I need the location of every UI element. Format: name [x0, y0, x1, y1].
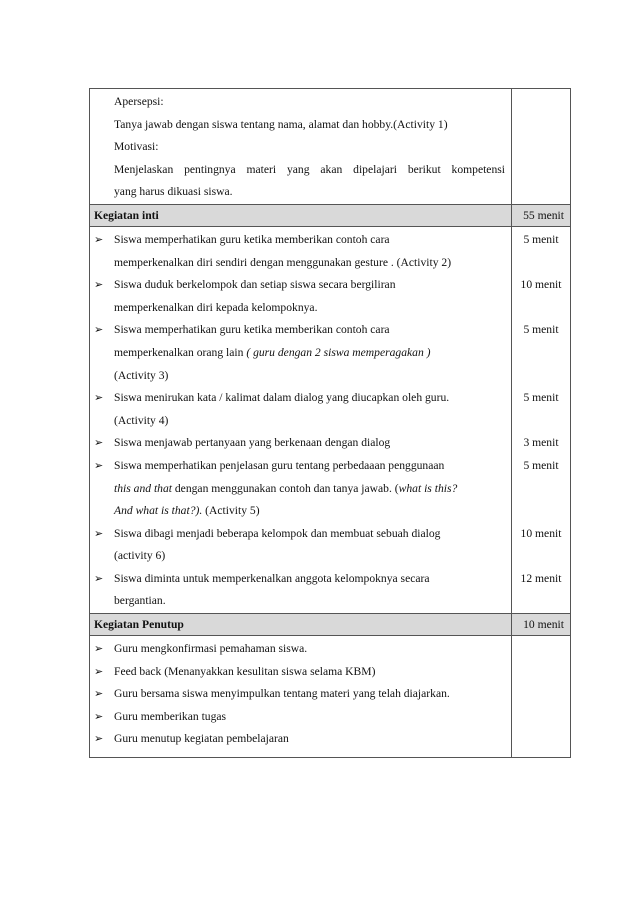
activity-time: 5 menit	[523, 458, 559, 472]
list-item-cont: (Activity 3)	[114, 368, 169, 382]
inti-content-row	[90, 226, 571, 613]
list-item: ➢ Siswa duduk berkelompok dan setiap siswa secara bergiliran	[90, 274, 511, 297]
list-item: ➢ Siswa memperhatikan penjelasan guru tentang perbedaaan penggunaan	[90, 455, 511, 478]
bullet-arrow-icon: ➢	[94, 665, 104, 678]
penutup-time-cell	[512, 636, 571, 758]
list-item: ➢ Guru mengkonfirmasi pemahaman siswa.	[90, 638, 511, 661]
activity-time: 3 menit	[523, 436, 559, 450]
bullet-arrow-icon: ➢	[94, 324, 104, 337]
intro-row	[90, 89, 571, 205]
intro-cell	[90, 89, 512, 205]
penutup-label: Kegiatan Penutup	[90, 614, 512, 636]
list-item: ➢ Siswa menjawab pertanyaan yang berkenaan dengan dialog	[90, 432, 511, 455]
inti-label: Kegiatan inti	[90, 204, 512, 226]
bullet-arrow-icon: ➢	[94, 392, 104, 405]
list-item: ➢ Feed back (Menanyakkan kesulitan siswa selama KBM)	[90, 661, 511, 684]
bullet-arrow-icon: ➢	[94, 643, 104, 656]
bullet-arrow-icon: ➢	[94, 527, 104, 540]
activity-time: 10 menit	[520, 526, 562, 540]
bullet-arrow-icon: ➢	[94, 733, 104, 746]
list-item: ➢ Siswa memperhatikan guru ketika memberikan contoh cara	[90, 229, 511, 252]
list-item: ➢ Guru memberikan tugas	[90, 706, 511, 729]
list-item-cont: memperkenalkan orang lain ( guru dengan 2 siswa memperagakan )	[114, 345, 431, 359]
bullet-arrow-icon: ➢	[94, 459, 104, 472]
motivasi-text-2: yang harus dikuasi siswa.	[114, 185, 233, 199]
list-item: ➢ Siswa memperhatikan guru ketika memberikan contoh cara	[90, 319, 511, 342]
apersepsi-text: Tanya jawab dengan siswa tentang nama, alamat dan hobby.(Activity 1)	[114, 117, 448, 131]
inti-header-row	[90, 204, 571, 226]
lesson-plan-table	[89, 88, 571, 758]
list-item-cont: memperkenalkan diri kepada kelompoknya.	[114, 300, 318, 314]
intro-time-cell	[512, 89, 571, 205]
bullet-arrow-icon: ➢	[94, 233, 104, 246]
bullet-arrow-icon: ➢	[94, 710, 104, 723]
activity-time: 5 menit	[523, 391, 559, 405]
list-item: ➢ Guru bersama siswa menyimpulkan tentang materi yang telah diajarkan.	[90, 683, 511, 706]
list-item-cont: this and that dengan menggunakan contoh dan tanya jawab. (what is this?	[114, 481, 458, 495]
motivasi-heading: Motivasi:	[114, 140, 159, 154]
penutup-duration: 10 menit	[512, 614, 571, 636]
list-item: ➢ Guru menutup kegiatan pembelajaran	[90, 728, 511, 751]
list-item: ➢ Siswa diminta untuk memperkenalkan anggota kelompoknya secara	[90, 568, 511, 591]
penutup-activities-cell	[90, 636, 512, 758]
apersepsi-heading: Apersepsi:	[114, 95, 164, 108]
motivasi-text-1: Menjelaskan pentingnya materi yang akan dipelajari berikut kompetensi	[114, 162, 505, 176]
list-item-cont: memperkenalkan diri sendiri dengan menggunakan gesture . (Activity 2)	[114, 255, 452, 269]
bullet-arrow-icon: ➢	[94, 688, 104, 701]
penutup-header-row	[90, 614, 571, 636]
list-item-cont: And what is that?). (Activity 5)	[114, 504, 260, 518]
inti-times-cell	[512, 226, 571, 613]
list-item: ➢ Siswa menirukan kata / kalimat dalam dialog yang diucapkan oleh guru.	[90, 387, 511, 410]
bullet-arrow-icon: ➢	[94, 572, 104, 585]
list-item-cont: bergantian.	[114, 594, 166, 608]
activity-time: 10 menit	[520, 278, 562, 292]
bullet-arrow-icon: ➢	[94, 279, 104, 292]
bullet-arrow-icon: ➢	[94, 437, 104, 450]
activity-time: 5 menit	[523, 323, 559, 337]
inti-duration: 55 menit	[512, 204, 571, 226]
inti-activities-cell	[90, 226, 512, 613]
list-item-cont: (Activity 4)	[114, 413, 169, 427]
penutup-content-row	[90, 636, 571, 758]
activity-time: 5 menit	[523, 232, 559, 246]
list-item: ➢ Siswa dibagi menjadi beberapa kelompok dan membuat sebuah dialog	[90, 523, 511, 546]
list-item-cont: (activity 6)	[114, 549, 166, 563]
activity-time: 12 menit	[520, 571, 562, 585]
